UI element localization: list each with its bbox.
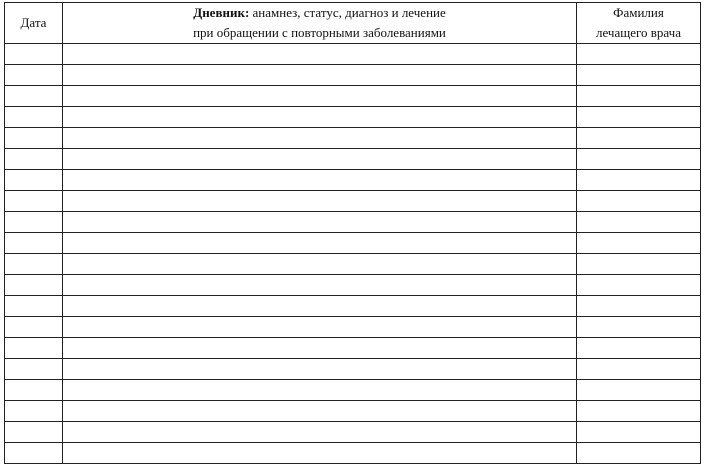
doctor-cell [577, 359, 701, 380]
diary-header-title: Дневник: [193, 5, 250, 20]
doctor-cell [577, 254, 701, 275]
table-row [5, 254, 701, 275]
date-cell [5, 443, 63, 464]
diary-cell [63, 443, 577, 464]
doctor-cell [577, 107, 701, 128]
table-row [5, 380, 701, 401]
diary-cell [63, 401, 577, 422]
doctor-cell [577, 212, 701, 233]
date-cell [5, 149, 63, 170]
diary-cell [63, 254, 577, 275]
diary-cell [63, 296, 577, 317]
table-row [5, 65, 701, 86]
diary-cell [63, 359, 577, 380]
date-cell [5, 275, 63, 296]
date-cell [5, 254, 63, 275]
table-row [5, 128, 701, 149]
doctor-cell [577, 65, 701, 86]
table-body [5, 44, 701, 464]
table-row [5, 212, 701, 233]
doctor-cell [577, 380, 701, 401]
table-row [5, 170, 701, 191]
date-column-header [5, 3, 63, 44]
diary-cell [63, 191, 577, 212]
table-row [5, 401, 701, 422]
diary-column-header [63, 3, 577, 44]
doctor-cell [577, 338, 701, 359]
table-row [5, 338, 701, 359]
doctor-cell [577, 401, 701, 422]
date-cell [5, 233, 63, 254]
diary-header-line-1 [63, 3, 576, 23]
table-row [5, 317, 701, 338]
diary-cell [63, 65, 577, 86]
diary-cell [63, 44, 577, 65]
date-cell [5, 128, 63, 149]
doctor-cell [577, 296, 701, 317]
diary-cell [63, 128, 577, 149]
table-row [5, 275, 701, 296]
date-cell [5, 212, 63, 233]
date-header-label: Дата [20, 15, 47, 30]
diary-cell [63, 149, 577, 170]
medical-diary-table [4, 2, 701, 464]
doctor-column-header [577, 3, 701, 44]
doctor-cell [577, 86, 701, 107]
date-cell [5, 296, 63, 317]
table-row [5, 191, 701, 212]
diary-cell [63, 317, 577, 338]
table-row [5, 44, 701, 65]
table-header-row [5, 3, 701, 44]
doctor-cell [577, 317, 701, 338]
date-cell [5, 191, 63, 212]
diary-cell [63, 422, 577, 443]
date-cell [5, 65, 63, 86]
table-row [5, 443, 701, 464]
date-cell [5, 338, 63, 359]
diary-cell [63, 275, 577, 296]
doctor-cell [577, 275, 701, 296]
doctor-cell [577, 44, 701, 65]
diary-header-line-2: при обращении с повторными заболеваниями [193, 25, 446, 40]
diary-cell [63, 338, 577, 359]
table-row [5, 233, 701, 254]
table-row [5, 296, 701, 317]
date-cell [5, 86, 63, 107]
table-row [5, 107, 701, 128]
table-row [5, 149, 701, 170]
date-cell [5, 107, 63, 128]
table-row [5, 86, 701, 107]
date-cell [5, 359, 63, 380]
doctor-header-line-2: лечащего врача [596, 25, 681, 40]
diary-cell [63, 212, 577, 233]
doctor-cell [577, 191, 701, 212]
diary-cell [63, 86, 577, 107]
doctor-cell [577, 128, 701, 149]
date-cell [5, 44, 63, 65]
date-cell [5, 317, 63, 338]
doctor-cell [577, 422, 701, 443]
doctor-header-line-1: Фамилия [613, 5, 664, 20]
date-cell [5, 170, 63, 191]
diary-cell [63, 233, 577, 254]
diary-header-subtitle: анамнез, статус, диагноз и лечение [249, 5, 446, 20]
table-row [5, 359, 701, 380]
date-cell [5, 422, 63, 443]
date-cell [5, 401, 63, 422]
diary-cell [63, 107, 577, 128]
doctor-cell [577, 149, 701, 170]
diary-cell [63, 170, 577, 191]
doctor-cell [577, 443, 701, 464]
doctor-cell [577, 233, 701, 254]
doctor-cell [577, 170, 701, 191]
date-cell [5, 380, 63, 401]
diary-cell [63, 380, 577, 401]
table-row [5, 422, 701, 443]
